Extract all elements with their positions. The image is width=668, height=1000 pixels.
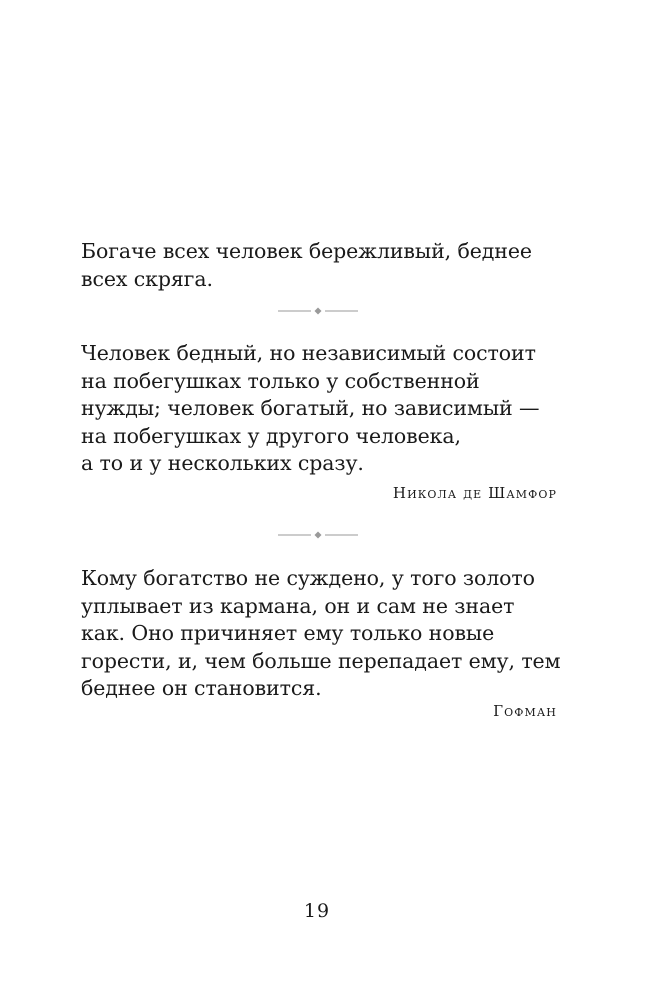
quote-line: а то и у нескольких сразу. bbox=[81, 451, 364, 476]
quote-author: Никола де Шамфор bbox=[392, 484, 557, 502]
quote-2 bbox=[81, 340, 561, 478]
page-number: 19 bbox=[303, 900, 331, 922]
quote-line: Человек бедный, но независимый состоит bbox=[81, 341, 536, 365]
quote-author: Гофман bbox=[493, 702, 557, 720]
quote-line: на побегушках у другого человека, bbox=[81, 423, 461, 448]
quote-line: горести, и, чем больше перепадает ему, тем bbox=[81, 648, 561, 673]
quote-3 bbox=[81, 565, 561, 703]
quote-1 bbox=[81, 238, 561, 293]
ornament-divider bbox=[278, 530, 358, 540]
quote-line: на побегушках только у собственной bbox=[81, 368, 480, 393]
quote-line: как. Оно причиняет ему только новые bbox=[81, 621, 495, 646]
quote-line: уплывает из кармана, он и сам не знает bbox=[81, 593, 515, 618]
quote-line: Богаче всех человек бережливый, беднее bbox=[81, 239, 532, 263]
ornament-divider bbox=[278, 306, 358, 316]
quote-line: всех скряга. bbox=[81, 266, 213, 291]
quote-line: нужды; человек богатый, но зависимый — bbox=[81, 396, 540, 421]
quote-line: беднее он становится. bbox=[81, 676, 322, 701]
quote-line: Кому богатство не суждено, у того золото bbox=[81, 566, 535, 590]
